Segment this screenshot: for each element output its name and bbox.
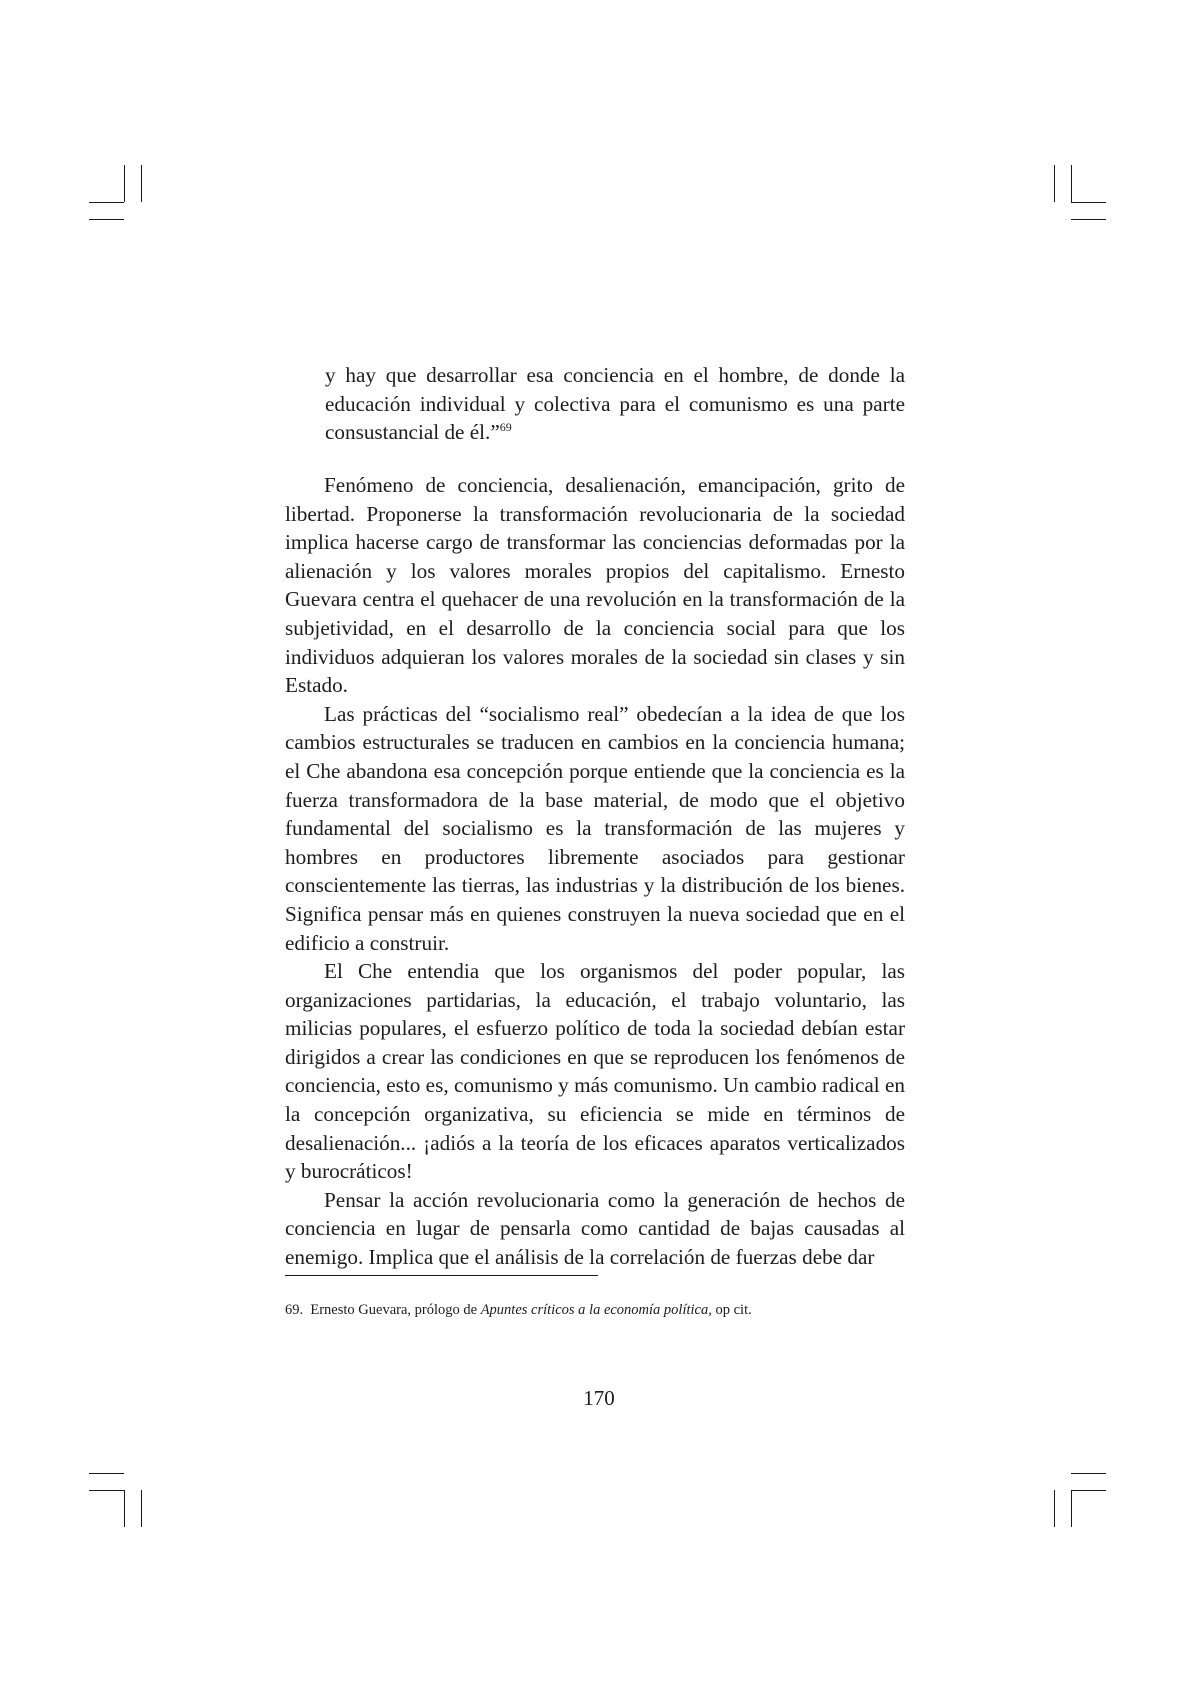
footnote-text-after: op cit. xyxy=(711,1302,752,1318)
crop-mark xyxy=(141,165,142,202)
quote-text: y hay que desarrollar esa conciencia en el hombre, de donde la educación individual y colectiva para el comunismo es una parte consustancial de él.” xyxy=(325,363,905,445)
paragraph: El Che entendia que los organismos del poder popular, las organizaciones partidarias, la educación, el trabajo voluntario, las milicias populares, el esfuerzo político de toda la sociedad debían estar dirigidos a crear las condiciones en que se reproducen los fenómenos de conciencia, esto es, comunismo y más comunismo. Un cambio radical en la concepción organizativa, su eficiencia se mide en términos de desalienación... ¡adiós a la teoría de los eficaces aparatos verticalizados y burocráticos! xyxy=(285,959,905,1184)
crop-mark xyxy=(1071,219,1106,220)
crop-mark xyxy=(141,1490,142,1527)
crop-mark xyxy=(1054,1490,1055,1527)
crop-mark xyxy=(89,1490,124,1491)
footnote-number: 69. xyxy=(285,1302,304,1318)
crop-mark xyxy=(124,1490,125,1527)
footnote-text-before: Ernesto Guevara, prólogo de xyxy=(310,1302,481,1318)
crop-mark xyxy=(1054,165,1055,202)
block-quote xyxy=(325,361,905,447)
crop-mark xyxy=(1071,165,1072,202)
crop-mark xyxy=(89,219,124,220)
footnote xyxy=(285,1302,905,1319)
footnote-reference[interactable]: 69 xyxy=(499,420,512,435)
crop-mark xyxy=(1071,1490,1072,1527)
crop-mark xyxy=(89,202,124,203)
crop-mark xyxy=(1071,1473,1106,1474)
page-number: 170 xyxy=(583,1386,615,1410)
paragraph: Fenómeno de conciencia, desalienación, emancipación, grito de libertad. Proponerse la transformación revolucionaria de la sociedad implica hacerse cargo de transformar las conciencias deformadas por la alienación y los valores morales propios del capitalismo. Ernesto Guevara centra el quehacer de una revolución en la transformación de la subjetividad, en el desarrollo de la conciencia social para que los individuos adquieran los valores morales de la sociedad sin clases y sin Estado. xyxy=(285,473,905,698)
crop-mark xyxy=(89,1473,124,1474)
paragraph: Las prácticas del “socialismo real” obedecían a la idea de que los cambios estructurales se traducen en cambios en la conciencia humana; el Che abandona esa concepción porque entiende que la conciencia es la fuerza transformadora de la base material, de modo que el objetivo fundamental del socialismo es la transformación de las mujeres y hombres en productores libremente asociados para gestionar conscientemente las tierras, las industrias y la distribución de los bienes. Significa pensar más en quienes construyen la nueva sociedad que en el edificio a construir. xyxy=(285,701,905,955)
crop-mark xyxy=(1071,202,1106,203)
footnote-title: Apuntes críticos a la economía política, xyxy=(480,1302,712,1318)
crop-mark xyxy=(124,165,125,202)
crop-mark xyxy=(1071,1490,1106,1491)
paragraph: Pensar la acción revolucionaria como la generación de hechos de conciencia en lugar de pensarla como cantidad de bajas causadas al enemigo. Implica que el análisis de la correlación de fuerzas debe dar xyxy=(285,1187,905,1270)
body-text xyxy=(285,471,905,1272)
footnote-divider xyxy=(285,1275,598,1276)
